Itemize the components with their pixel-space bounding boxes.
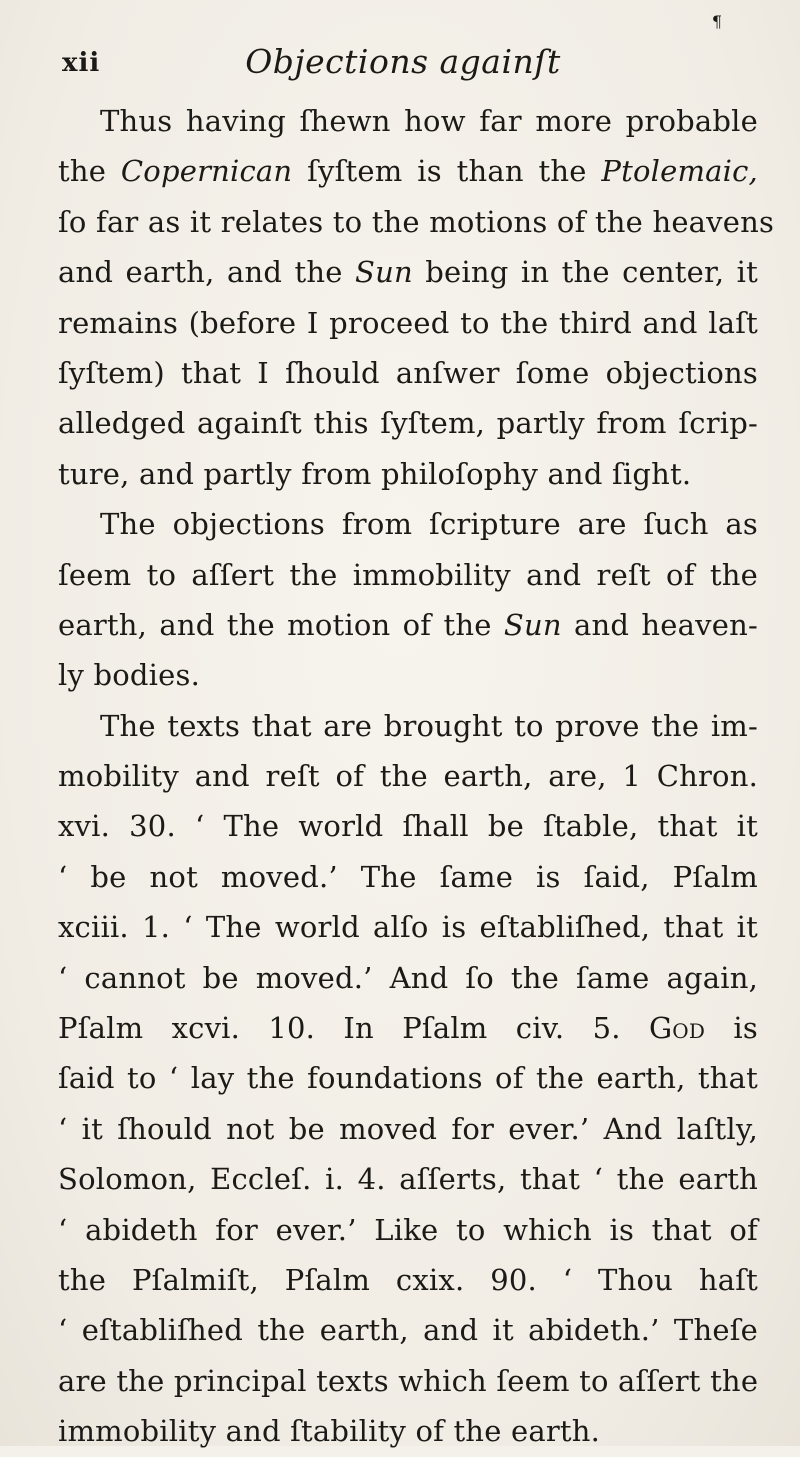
text-run: ſyſtem is than the [292,154,602,189]
text-line [58,1356,758,1406]
text-line [58,298,758,348]
small-caps-run: God [648,1011,706,1046]
text-run: ‘ be not moved.’ The ſame is ſaid, Pſalm [58,859,758,894]
text-line [58,1406,758,1456]
text-run: xciii. 1. ‘ The world alſo is eſtabliſhed, that it [58,910,758,945]
text-run: The objections from ſcripture are ſuch as [100,507,758,542]
text-run: being in the center, it [412,255,758,290]
text-line [58,650,758,700]
text-run: The texts that are brought to prove the im- [100,708,758,743]
text-line [58,348,758,398]
paragraph [58,96,775,499]
text-line [58,902,758,952]
text-run: Pſalm xcvi. 10. In Pſalm civ. 5. [58,1011,649,1046]
text-line [58,247,758,297]
text-line [58,1255,758,1305]
text-line [58,449,758,499]
text-run: ſeem to aſſert the immobility and reſt of the [58,557,758,592]
body-text [58,96,775,1457]
text-line [58,852,758,902]
text-run: and earth, and the [58,255,355,290]
text-run: are the principal texts which ſeem to aſſert the [58,1363,759,1398]
text-line [58,751,758,801]
text-line [58,701,758,751]
text-run: immobility and ſtability of the earth. [58,1414,601,1449]
text-run: Solomon, Eccleſ. i. 4. aſſerts, that ‘ the earth [58,1162,758,1197]
text-run: ture, and partly from philoſophy and ſight. [58,456,692,491]
text-run: ‘ abideth for ever.’ Like to which is that of [58,1212,758,1247]
text-run: ſyſtem) that I ſhould anſwer ſome objections [58,355,758,390]
text-run: ſaid to ‘ lay the foundations of the earth, that [58,1061,758,1096]
page-number: xii [62,48,101,78]
text-line [58,953,758,1003]
paragraph [58,701,758,1457]
printer-mark: ¶ [711,12,722,31]
text-run: the Pſalmiſt, Pſalm cxix. 90. ‘ Thou haſt [58,1262,758,1297]
text-run: xvi. 30. ‘ The world ſhall be ſtable, that it [58,809,758,844]
italic-run: Sun [503,607,562,642]
text-line [58,1104,758,1154]
text-line [58,1053,758,1103]
text-run: ly bodies. [58,658,201,693]
text-run: and heaven- [561,607,758,642]
text-line [58,398,758,448]
running-head [58,12,748,92]
text-run: mobility and reſt of the earth, are, 1 Chron. [58,759,758,794]
text-line [58,1305,758,1355]
text-line [58,1205,758,1255]
text-line [58,801,758,851]
text-run: the [58,154,121,189]
text-run: ‘ it ſhould not be moved for ever.’ And laſtly, [58,1111,758,1146]
text-line [58,1154,758,1204]
text-run: ‘ cannot be moved.’ And ſo the ſame again, [58,960,758,995]
paragraph [58,499,758,701]
text-line [58,550,758,600]
text-line [58,96,758,146]
running-title: Objections againſt [245,42,561,81]
text-run: remains (before I proceed to the third and laſt [58,305,758,340]
text-line [58,146,758,196]
text-line [58,600,758,650]
text-run: is [705,1011,758,1046]
text-run: ‘ eſtabliſhed the earth, and it abideth.’ Theſe [58,1313,758,1348]
text-run: Thus having ſhewn how far more probable [100,104,758,138]
text-line [58,197,775,247]
italic-run: Ptolemaic, [601,154,758,189]
text-line [58,1003,758,1053]
text-run: alledged againſt this ſyſtem, partly from ſcrip- [58,406,758,441]
italic-run: Copernican [120,154,293,189]
text-run: earth, and the motion of the [58,607,504,642]
text-run: ſo far as it relates to the motions of the heavens [58,204,775,239]
text-line [58,499,758,549]
italic-run: Sun [355,255,413,290]
